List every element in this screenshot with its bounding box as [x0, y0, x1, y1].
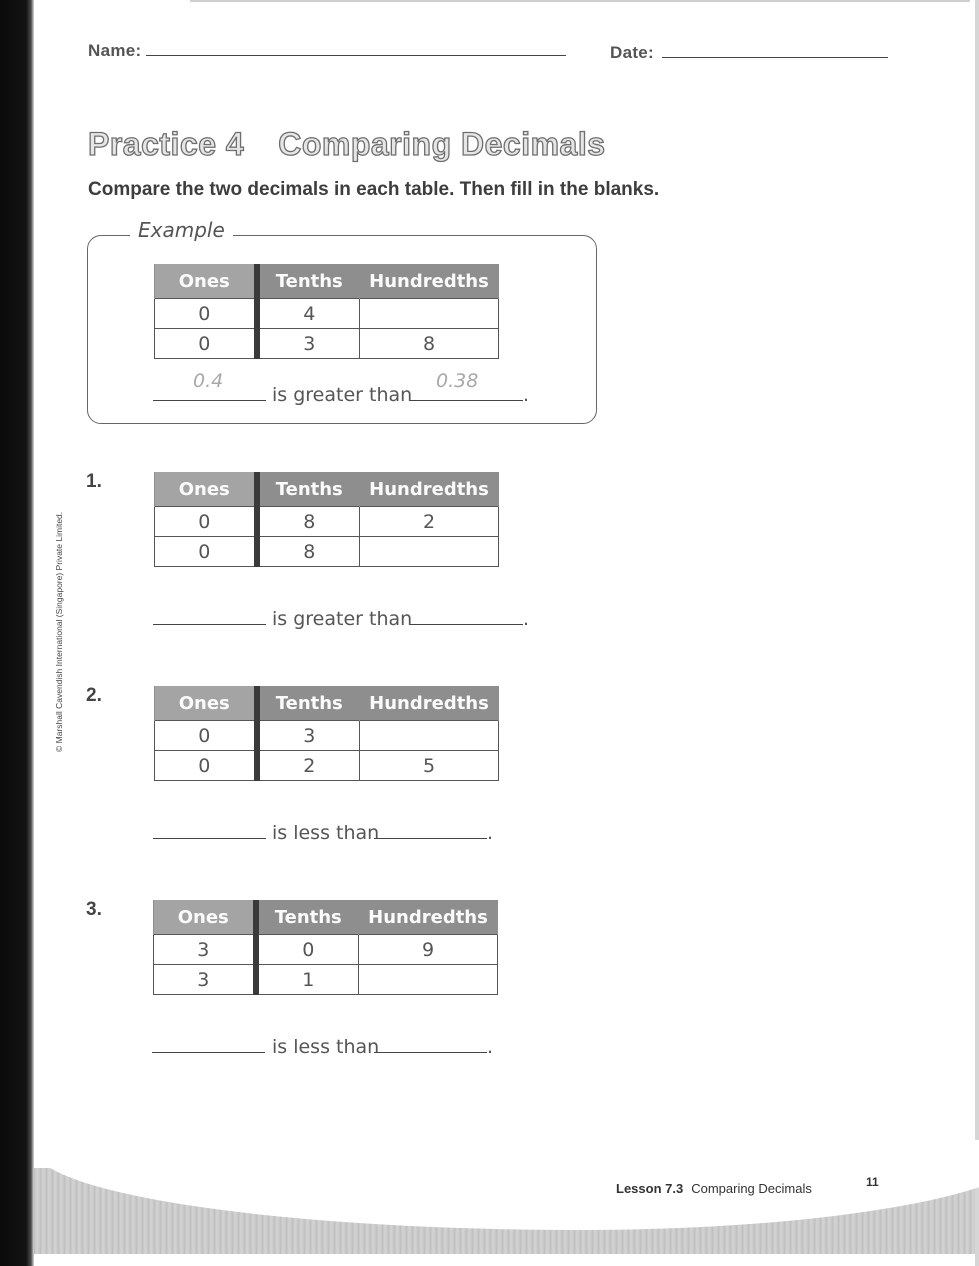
- column-header-ones: Ones: [154, 900, 256, 935]
- tenths-cell: 8: [257, 507, 360, 537]
- practice-topic: Comparing Decimals: [278, 126, 606, 162]
- column-header-hundredths: Hundredths: [360, 264, 499, 299]
- date-field[interactable]: [662, 56, 888, 58]
- hundredths-cell: [360, 721, 499, 751]
- top-rule: [190, 0, 970, 2]
- table-row: [155, 507, 499, 537]
- column-header-hundredths: Hundredths: [360, 472, 499, 507]
- column-header-hundredths: Hundredths: [360, 686, 499, 721]
- hundredths-cell: [360, 299, 499, 329]
- problem-1-blank-left[interactable]: [153, 623, 266, 625]
- instructions: Compare the two decimals in each table. Then fill in the blanks.: [88, 179, 660, 200]
- example-blank-right: [410, 399, 523, 401]
- problem-3-relation: is less than: [272, 1036, 380, 1058]
- column-header-ones: Ones: [155, 472, 257, 507]
- problem-2-end-punct: .: [487, 822, 494, 844]
- problem-1-sentence: [153, 590, 533, 630]
- ones-cell: 0: [155, 751, 257, 781]
- footer-lesson: [616, 1181, 812, 1196]
- table-row: [155, 329, 499, 359]
- problem-3-place-value-table: [153, 900, 498, 995]
- column-header-tenths: Tenths: [256, 900, 359, 935]
- tenths-cell: 0: [256, 935, 359, 965]
- example-end-punct: .: [523, 384, 530, 406]
- hundredths-cell: 9: [359, 935, 498, 965]
- problem-3-blank-left[interactable]: [152, 1051, 265, 1053]
- table-row: [155, 299, 499, 329]
- hundredths-cell: [360, 537, 499, 567]
- problem-2-number: 2.: [86, 685, 102, 706]
- problem-3-blank-right[interactable]: [374, 1051, 487, 1053]
- problem-1-number: 1.: [86, 471, 102, 492]
- ones-cell: 0: [155, 721, 257, 751]
- problem-1-place-value-table: [154, 472, 499, 567]
- column-header-hundredths: Hundredths: [359, 900, 498, 935]
- page-title: [88, 126, 606, 163]
- tenths-cell: 3: [257, 329, 360, 359]
- tenths-cell: 4: [257, 299, 360, 329]
- page-number: 11: [866, 1175, 879, 1189]
- copyright-notice: © Marshall Cavendish International (Singapore) Private Limited.: [54, 511, 64, 752]
- ones-cell: 0: [155, 537, 257, 567]
- column-header-tenths: Tenths: [257, 264, 360, 299]
- table-row: [154, 935, 498, 965]
- table-row: [154, 965, 498, 995]
- hundredths-cell: [359, 965, 498, 995]
- practice-number: Practice 4: [88, 126, 245, 162]
- problem-3-sentence: [152, 1018, 532, 1058]
- lesson-title: Comparing Decimals: [691, 1181, 812, 1196]
- column-header-ones: Ones: [155, 264, 257, 299]
- problem-1-blank-right[interactable]: [410, 623, 523, 625]
- tenths-cell: 1: [256, 965, 359, 995]
- lesson-number: Lesson 7.3: [616, 1181, 684, 1196]
- column-header-tenths: Tenths: [257, 472, 360, 507]
- example-answer-left: 0.4: [193, 370, 224, 392]
- hundredths-cell: 8: [360, 329, 499, 359]
- table-row: [155, 537, 499, 567]
- tenths-cell: 3: [257, 721, 360, 751]
- problem-3-end-punct: .: [487, 1036, 494, 1058]
- date-label: Date:: [610, 43, 655, 62]
- tenths-cell: 8: [257, 537, 360, 567]
- example-label: Example: [130, 218, 233, 242]
- ones-cell: 0: [155, 329, 257, 359]
- problem-2-place-value-table: [154, 686, 499, 781]
- name-field[interactable]: [146, 54, 566, 56]
- example-sentence: [153, 366, 533, 406]
- problem-2-blank-right[interactable]: [374, 837, 487, 839]
- example-place-value-table: [154, 264, 499, 359]
- example-blank-left: [153, 399, 266, 401]
- ones-cell: 0: [155, 299, 257, 329]
- ones-cell: 3: [154, 965, 256, 995]
- table-row: [155, 721, 499, 751]
- problem-3-number: 3.: [86, 899, 102, 920]
- problem-2-blank-left[interactable]: [153, 837, 266, 839]
- ones-cell: 3: [154, 935, 256, 965]
- problem-2-relation: is less than: [272, 822, 380, 844]
- tenths-cell: 2: [257, 751, 360, 781]
- problem-2-sentence: [153, 804, 533, 844]
- table-row: [155, 751, 499, 781]
- ones-cell: 0: [155, 507, 257, 537]
- column-header-tenths: Tenths: [257, 686, 360, 721]
- example-answer-right: 0.38: [436, 370, 479, 392]
- problem-1-end-punct: .: [523, 608, 530, 630]
- name-label: Name:: [88, 41, 142, 60]
- column-header-ones: Ones: [155, 686, 257, 721]
- scan-edge-left: [0, 0, 34, 1266]
- scan-edge-right: [975, 0, 979, 1266]
- hundredths-cell: 5: [360, 751, 499, 781]
- hundredths-cell: 2: [360, 507, 499, 537]
- problem-1-relation: is greater than: [272, 608, 413, 630]
- example-relation: is greater than: [272, 384, 413, 406]
